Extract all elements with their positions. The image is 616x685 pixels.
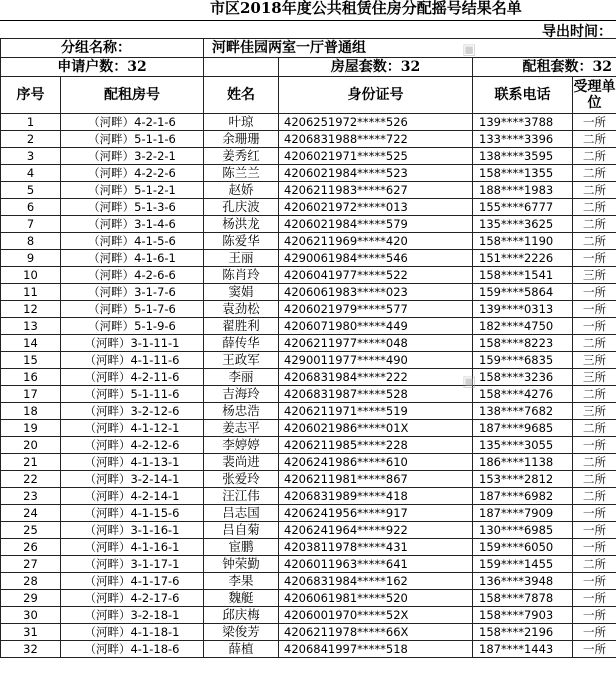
- table-row: [1, 505, 616, 522]
- table-cell: （河畔）3-2-12-6: [61, 403, 204, 420]
- table-cell: 4206021986*****01X: [279, 420, 473, 437]
- table-cell: 张爱玲: [204, 471, 279, 488]
- table-cell: 9: [1, 250, 61, 267]
- table-cell: 薛植: [204, 641, 279, 658]
- table-cell: 李丽: [204, 369, 279, 386]
- table-cell: 4206251972*****526: [279, 114, 473, 131]
- table-cell: 29: [1, 590, 61, 607]
- table-cell: 4206831987*****528: [279, 386, 473, 403]
- table-cell: （河畔）3-2-18-1: [61, 607, 204, 624]
- table-cell: （河畔）4-2-6-6: [61, 267, 204, 284]
- table-cell: 一所: [573, 301, 616, 318]
- table-cell: 19: [1, 420, 61, 437]
- table-cell: 三所: [573, 352, 616, 369]
- table-cell: 28: [1, 573, 61, 590]
- table-row: [1, 539, 616, 556]
- table-cell: 158****1355: [473, 165, 573, 182]
- table-cell: 11: [1, 284, 61, 301]
- table-cell: 孔庆波: [204, 199, 279, 216]
- table-cell: （河畔）3-1-16-1: [61, 522, 204, 539]
- table-cell: 李果: [204, 573, 279, 590]
- table-cell: 一所: [573, 437, 616, 454]
- table-cell: 4206211971*****519: [279, 403, 473, 420]
- table-cell: （河畔）4-2-1-6: [61, 114, 204, 131]
- table-cell: （河畔）4-2-12-6: [61, 437, 204, 454]
- table-row: [1, 403, 616, 420]
- table-row: [1, 199, 616, 216]
- table-cell: 魏艇: [204, 590, 279, 607]
- table-cell: （河畔）5-1-9-6: [61, 318, 204, 335]
- header-row: [1, 77, 616, 114]
- table-cell: 二所: [573, 488, 616, 505]
- table-cell: 4206831984*****222: [279, 369, 473, 386]
- table-cell: 邱庆梅: [204, 607, 279, 624]
- table-cell: （河畔）4-1-12-1: [61, 420, 204, 437]
- table-cell: 12: [1, 301, 61, 318]
- group-label: 分组名称：: [1, 39, 204, 58]
- table-row: [1, 607, 616, 624]
- table-cell: 钟荣勤: [204, 556, 279, 573]
- table-cell: 4290061984*****546: [279, 250, 473, 267]
- table-cell: （河畔）4-1-17-6: [61, 573, 204, 590]
- table-cell: （河畔）3-2-14-1: [61, 471, 204, 488]
- table-cell: 赵娇: [204, 182, 279, 199]
- table-cell: 陈兰兰: [204, 165, 279, 182]
- table-row: [1, 148, 616, 165]
- table-cell: （河畔）3-1-4-6: [61, 216, 204, 233]
- table-cell: 4206241956*****917: [279, 505, 473, 522]
- table-cell: 二所: [573, 233, 616, 250]
- table-row: [1, 369, 616, 386]
- header-cell: 联系电话: [473, 77, 573, 114]
- table-cell: 4206041977*****522: [279, 267, 473, 284]
- title-row: [0, 0, 616, 21]
- table-row: [1, 267, 616, 284]
- table-cell: 一所: [573, 641, 616, 658]
- table-cell: 4206241986*****610: [279, 454, 473, 471]
- table-cell: （河畔）5-1-1-6: [61, 131, 204, 148]
- export-time-row: [0, 21, 616, 38]
- table-cell: 187****1443: [473, 641, 573, 658]
- table-cell: 138****7682: [473, 403, 573, 420]
- table-cell: 182****4750: [473, 318, 573, 335]
- table-cell: 159****5864: [473, 284, 573, 301]
- table-cell: 叶琼: [204, 114, 279, 131]
- table-cell: 一所: [573, 505, 616, 522]
- table-cell: 翟胜利: [204, 318, 279, 335]
- table-cell: 18: [1, 403, 61, 420]
- table-cell: 4206211977*****048: [279, 335, 473, 352]
- table-row: [1, 454, 616, 471]
- table-cell: 陈爱华: [204, 233, 279, 250]
- table-row: [1, 165, 616, 182]
- table-cell: 李婷婷: [204, 437, 279, 454]
- table-cell: 二所: [573, 131, 616, 148]
- table-cell: （河畔）4-1-6-1: [61, 250, 204, 267]
- table-cell: 6: [1, 199, 61, 216]
- table-cell: 4206831989*****418: [279, 488, 473, 505]
- table-cell: 三所: [573, 369, 616, 386]
- table-cell: 二所: [573, 165, 616, 182]
- table-cell: 26: [1, 539, 61, 556]
- group-row: [1, 39, 616, 58]
- table-cell: 16: [1, 369, 61, 386]
- table-cell: 4206211983*****627: [279, 182, 473, 199]
- table-cell: 158****1541: [473, 267, 573, 284]
- table-cell: 吕志国: [204, 505, 279, 522]
- header-cell: 受理单位: [573, 77, 616, 114]
- table-cell: 二所: [573, 420, 616, 437]
- table-cell: 宦鹏: [204, 539, 279, 556]
- table-cell: 吉海玲: [204, 386, 279, 403]
- table-cell: 姜秀红: [204, 148, 279, 165]
- table-cell: 陈肖玲: [204, 267, 279, 284]
- table-cell: 22: [1, 471, 61, 488]
- table-cell: 4206011963*****641: [279, 556, 473, 573]
- table-cell: （河畔）4-1-11-6: [61, 352, 204, 369]
- table-cell: 139****3788: [473, 114, 573, 131]
- table-cell: 二所: [573, 335, 616, 352]
- table-cell: 158****3236: [473, 369, 573, 386]
- table-cell: 王政军: [204, 352, 279, 369]
- table-row: [1, 590, 616, 607]
- table-row: [1, 386, 616, 403]
- table-cell: 20: [1, 437, 61, 454]
- table-cell: （河畔）3-1-7-6: [61, 284, 204, 301]
- table-cell: 4206021972*****013: [279, 199, 473, 216]
- table-cell: 王丽: [204, 250, 279, 267]
- table-cell: （河畔）5-1-3-6: [61, 199, 204, 216]
- table-cell: 一所: [573, 573, 616, 590]
- table-cell: （河畔）5-1-7-6: [61, 301, 204, 318]
- table-cell: 4: [1, 165, 61, 182]
- header-cell: 序号: [1, 77, 61, 114]
- table-cell: 8: [1, 233, 61, 250]
- table-cell: 186****1138: [473, 454, 573, 471]
- table-cell: 4203811978*****431: [279, 539, 473, 556]
- table-row: [1, 301, 616, 318]
- table-cell: 4206071980*****449: [279, 318, 473, 335]
- table-cell: 4290011977*****490: [279, 352, 473, 369]
- table-cell: 158****4276: [473, 386, 573, 403]
- table-cell: 4206061983*****023: [279, 284, 473, 301]
- table-cell: 4206001970*****52X: [279, 607, 473, 624]
- header-cell: 姓名: [204, 77, 279, 114]
- table-cell: 二所: [573, 471, 616, 488]
- table-cell: 梁俊芳: [204, 624, 279, 641]
- table-cell: 25: [1, 522, 61, 539]
- table-cell: 187****9685: [473, 420, 573, 437]
- table-row: [1, 556, 616, 573]
- table-cell: 窦娟: [204, 284, 279, 301]
- table-cell: 4206831988*****722: [279, 131, 473, 148]
- table-cell: 187****6982: [473, 488, 573, 505]
- table-cell: 4206021984*****579: [279, 216, 473, 233]
- table-row: [1, 131, 616, 148]
- table-cell: 一所: [573, 539, 616, 556]
- watermark-logo: ▣: [462, 372, 477, 390]
- table-cell: 4206211985*****228: [279, 437, 473, 454]
- table-cell: 21: [1, 454, 61, 471]
- table-cell: 一所: [573, 590, 616, 607]
- table-cell: 一所: [573, 522, 616, 539]
- table-cell: 187****7909: [473, 505, 573, 522]
- table-cell: 158****1190: [473, 233, 573, 250]
- table-cell: 139****0313: [473, 301, 573, 318]
- summary-row: [1, 58, 616, 77]
- header-cell: 配租房号: [61, 77, 204, 114]
- table-cell: （河畔）4-1-18-6: [61, 641, 204, 658]
- table-cell: （河畔）4-1-15-6: [61, 505, 204, 522]
- table-cell: 2: [1, 131, 61, 148]
- table-cell: 135****3055: [473, 437, 573, 454]
- table-cell: 4206021971*****525: [279, 148, 473, 165]
- table-row: [1, 573, 616, 590]
- export-time-label: 导出时间：: [542, 24, 612, 40]
- table-cell: 7: [1, 216, 61, 233]
- table-cell: 三所: [573, 267, 616, 284]
- table-cell: 23: [1, 488, 61, 505]
- header-cell: 身份证号: [279, 77, 473, 114]
- result-table: [0, 38, 616, 658]
- table-row: [1, 488, 616, 505]
- table-row: [1, 420, 616, 437]
- table-cell: 袁劲松: [204, 301, 279, 318]
- table-cell: 二所: [573, 182, 616, 199]
- table-cell: 158****2196: [473, 624, 573, 641]
- table-cell: 4206211969*****420: [279, 233, 473, 250]
- table-cell: 130****6985: [473, 522, 573, 539]
- table-cell: 杨洪龙: [204, 216, 279, 233]
- table-cell: （河畔）4-2-11-6: [61, 369, 204, 386]
- table-row: [1, 233, 616, 250]
- table-cell: 32: [1, 641, 61, 658]
- table-cell: 27: [1, 556, 61, 573]
- table-row: [1, 182, 616, 199]
- table-cell: （河畔）4-1-16-1: [61, 539, 204, 556]
- table-cell: 158****7903: [473, 607, 573, 624]
- table-cell: 30: [1, 607, 61, 624]
- table-cell: 188****1983: [473, 182, 573, 199]
- table-cell: 151****2226: [473, 250, 573, 267]
- table-cell: 三所: [573, 403, 616, 420]
- table-cell: 汪江伟: [204, 488, 279, 505]
- table-row: [1, 624, 616, 641]
- table-cell: （河畔）4-1-5-6: [61, 233, 204, 250]
- table-cell: （河畔）4-2-2-6: [61, 165, 204, 182]
- table-cell: 4206831984*****162: [279, 573, 473, 590]
- table-cell: 4206021979*****577: [279, 301, 473, 318]
- table-cell: 1: [1, 114, 61, 131]
- table-cell: 138****3595: [473, 148, 573, 165]
- houses-count: 房屋套数：32: [279, 58, 473, 77]
- table-cell: （河畔）3-2-2-1: [61, 148, 204, 165]
- table-cell: （河畔）4-1-18-1: [61, 624, 204, 641]
- table-cell: 薛传华: [204, 335, 279, 352]
- table-row: [1, 352, 616, 369]
- table-cell: 13: [1, 318, 61, 335]
- table-cell: 二所: [573, 454, 616, 471]
- table-cell: 二所: [573, 556, 616, 573]
- watermark-logo: ▣: [462, 40, 477, 58]
- table-cell: 4206211981*****867: [279, 471, 473, 488]
- table-cell: 余珊珊: [204, 131, 279, 148]
- table-cell: 一所: [573, 114, 616, 131]
- page-title: 市区2018年度公共租赁住房分配摇号结果名单: [210, 0, 522, 17]
- table-cell: 159****1455: [473, 556, 573, 573]
- table-row: [1, 114, 616, 131]
- table-cell: 裴尚进: [204, 454, 279, 471]
- table-cell: 一所: [573, 607, 616, 624]
- table-cell: 158****8223: [473, 335, 573, 352]
- table-cell: 一所: [573, 250, 616, 267]
- table-cell: 4206061981*****520: [279, 590, 473, 607]
- table-cell: 5: [1, 182, 61, 199]
- table-cell: （河畔）3-1-11-1: [61, 335, 204, 352]
- table-cell: 4206021984*****523: [279, 165, 473, 182]
- table-cell: 二所: [573, 148, 616, 165]
- table-cell: 10: [1, 267, 61, 284]
- table-row: [1, 216, 616, 233]
- table-row: [1, 641, 616, 658]
- table-cell: 4206241964*****922: [279, 522, 473, 539]
- table-row: [1, 437, 616, 454]
- table-cell: 136****3948: [473, 573, 573, 590]
- table-cell: 姜志平: [204, 420, 279, 437]
- table-cell: 17: [1, 386, 61, 403]
- table-cell: （河畔）5-1-2-1: [61, 182, 204, 199]
- group-value: 河畔佳园两室一厅普通组: [204, 39, 616, 58]
- table-row: [1, 318, 616, 335]
- table-cell: （河畔）4-2-17-6: [61, 590, 204, 607]
- table-cell: （河畔）4-1-13-1: [61, 454, 204, 471]
- table-cell: 一所: [573, 284, 616, 301]
- table-cell: 二所: [573, 216, 616, 233]
- table-cell: 二所: [573, 386, 616, 403]
- table-cell: 135****3625: [473, 216, 573, 233]
- table-cell: 4206841997*****518: [279, 641, 473, 658]
- table-cell: 杨忠浩: [204, 403, 279, 420]
- applicants-count: 申请户数：32: [1, 58, 204, 77]
- table-cell: 155****6777: [473, 199, 573, 216]
- table-row: [1, 471, 616, 488]
- table-cell: （河畔）4-2-14-1: [61, 488, 204, 505]
- table-cell: 15: [1, 352, 61, 369]
- table-row: [1, 335, 616, 352]
- table-cell: 24: [1, 505, 61, 522]
- table-cell: 二所: [573, 199, 616, 216]
- table-cell: 158****7878: [473, 590, 573, 607]
- table-cell: （河畔）3-1-17-1: [61, 556, 204, 573]
- table-cell: 31: [1, 624, 61, 641]
- table-cell: 159****6835: [473, 352, 573, 369]
- table-cell: 4206211978*****66X: [279, 624, 473, 641]
- table-cell: 14: [1, 335, 61, 352]
- table-row: [1, 522, 616, 539]
- table-cell: 一所: [573, 624, 616, 641]
- table-cell: 一所: [573, 318, 616, 335]
- table-cell: 3: [1, 148, 61, 165]
- table-cell: （河畔）5-1-11-6: [61, 386, 204, 403]
- allocated-count: 配租套数：32: [473, 58, 616, 77]
- table-cell: 吕自菊: [204, 522, 279, 539]
- table-row: [1, 284, 616, 301]
- table-cell: 159****6050: [473, 539, 573, 556]
- table-cell: 153****2812: [473, 471, 573, 488]
- table-row: [1, 250, 616, 267]
- table-cell: 133****3396: [473, 131, 573, 148]
